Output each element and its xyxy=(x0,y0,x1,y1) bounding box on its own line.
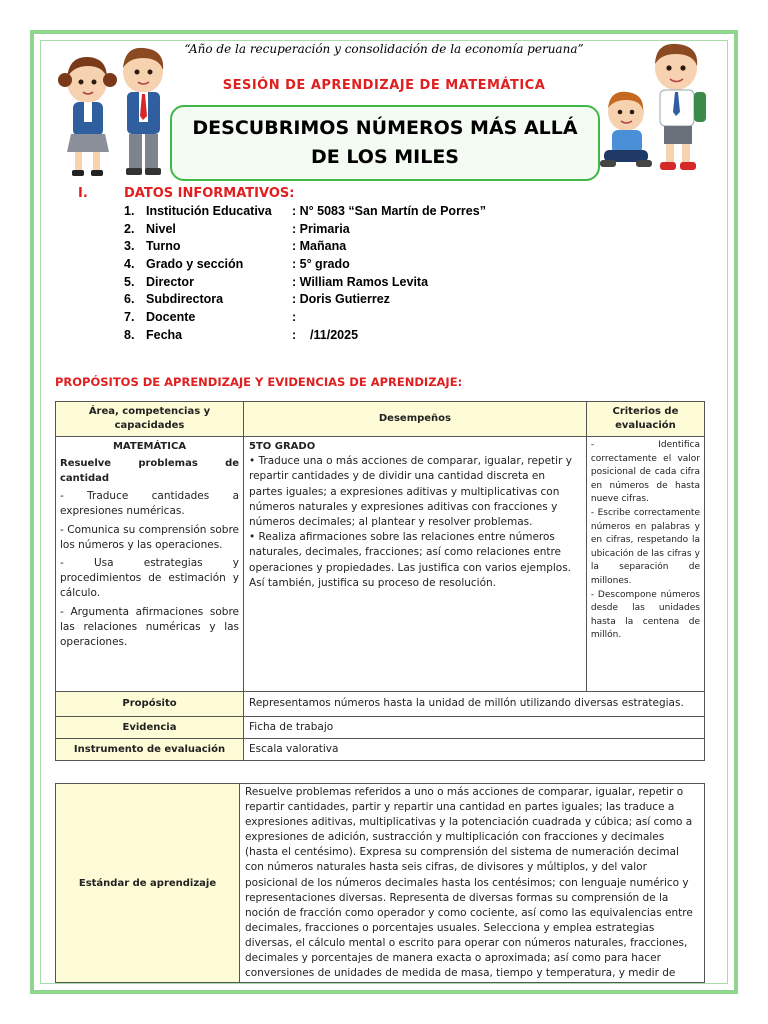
section-datos-informativos xyxy=(78,186,295,201)
info-label: Institución Educativa xyxy=(146,204,272,218)
criteria-cell xyxy=(586,437,704,692)
info-item xyxy=(124,328,486,346)
session-title-box xyxy=(170,105,600,181)
competence-title xyxy=(60,456,239,486)
area-title: MATEMÁTICA xyxy=(112,441,187,452)
standard-table xyxy=(55,783,705,983)
info-number: 8. xyxy=(124,327,135,342)
header-performances: Desempeños xyxy=(244,402,587,437)
info-number: 4. xyxy=(124,257,135,272)
performance-item: • Realiza afirmaciones sobre las relaciones entre números naturales, decimales, fracciones; así como relaciones entre operaciones y propiedades. Las justifica con varios ejemplos. Así también, justifica su proceso de resolución. xyxy=(249,531,572,589)
table-row-instrument xyxy=(56,739,705,761)
info-number: 3. xyxy=(124,239,135,254)
info-label: Turno xyxy=(146,239,181,254)
capacity-item: - Comunica su comprensión sobre los números y las operaciones. xyxy=(60,523,240,551)
header-area: Área, competencias y capacidades xyxy=(56,402,244,437)
year-motto: “Año de la recuperación y consolidación de la economía peruana” xyxy=(184,42,584,56)
info-item xyxy=(124,239,486,257)
competence-text: Resuelve problemas de cantidad xyxy=(60,458,240,485)
capacities-list xyxy=(60,489,239,650)
info-value: : William Ramos Levita xyxy=(292,274,429,289)
table-row-standard xyxy=(56,784,705,983)
performances-cell xyxy=(244,437,587,692)
instrument-value: Escala valorativa xyxy=(244,739,705,761)
purposes-table xyxy=(55,401,705,761)
info-label: Director xyxy=(146,274,194,289)
info-number: 1. xyxy=(124,204,135,218)
info-label: Fecha xyxy=(146,327,183,342)
kids-illustration-left xyxy=(55,42,180,182)
criterion-item: - Identifica correctamente el valor posicional de cada cifra en números de hasta nueve cifras. xyxy=(590,440,700,505)
evidence-label: Evidencia xyxy=(56,717,244,739)
info-item xyxy=(124,310,486,328)
info-label: Docente xyxy=(146,310,196,325)
info-value: : Primaria xyxy=(292,221,350,236)
info-number: 7. xyxy=(124,310,135,325)
info-item xyxy=(124,275,486,293)
capacity-item: - Usa estrategias y procedimientos de estimación y cálculo. xyxy=(60,557,240,600)
info-item xyxy=(124,292,486,310)
purpose-label: Propósito xyxy=(56,692,244,717)
performance-item: • Traduce una o más acciones de comparar, igualar, repetir y repartir cantidades y de dividir una cantidad discreta en partes iguales; a expresiones aditivas y multiplicativas con números naturales y expresiones aditivas con fracciones y números decimales; al plantear y resolver problemas. xyxy=(249,455,572,529)
info-value: : N° 5083 “San Martín de Porres” xyxy=(292,204,486,218)
purpose-value: Representamos números hasta la unidad de millón utilizando diversas estrategias. xyxy=(244,692,705,717)
section-number: I. xyxy=(78,186,88,201)
info-value: : Mañana xyxy=(292,239,347,254)
info-item xyxy=(124,222,486,240)
main-title-line2: DE LOS MILES xyxy=(311,146,459,168)
session-title: SESIÓN DE APRENDIZAJE DE MATEMÁTICA xyxy=(222,78,546,93)
info-value: : 5° grado xyxy=(292,257,350,272)
header-criteria: Criterios de evaluación xyxy=(586,402,704,437)
info-value: : /11/2025 xyxy=(292,327,359,342)
info-number: 5. xyxy=(124,274,135,289)
info-value: : xyxy=(292,310,297,325)
table-row-content xyxy=(56,437,705,692)
info-label: Nivel xyxy=(146,221,176,236)
instrument-label: Instrumento de evaluación xyxy=(56,739,244,761)
info-label: Subdirectora xyxy=(146,292,224,307)
purposes-heading: PROPÓSITOS DE APRENDIZAJE Y EVIDENCIAS DE APRENDIZAJE: xyxy=(55,375,463,389)
info-number: 6. xyxy=(124,292,135,307)
table-header-row xyxy=(56,402,705,437)
main-title-line1: DESCUBRIMOS NÚMEROS MÁS ALLÁ xyxy=(192,117,578,139)
kids-illustration-right xyxy=(598,40,716,178)
main-title xyxy=(185,114,585,172)
info-value: : Doris Gutierrez xyxy=(292,292,390,307)
capacity-item: - Argumenta afirmaciones sobre las relaciones numéricas y las operaciones. xyxy=(60,605,240,649)
table-row-purpose xyxy=(56,692,705,717)
criterion-item: - Escribe correctamente números en palabras y en cifras, respetando la ubicación de las cifras y la separación de millones. xyxy=(590,507,700,586)
info-item xyxy=(124,204,486,222)
grade-label: 5TO GRADO xyxy=(249,441,316,452)
evidence-value: Ficha de trabajo xyxy=(244,717,705,739)
standard-text: Resuelve problemas referidos a uno o más acciones de comparar, igualar, repetir o repartir cantidades, partir y repartir una cantidad en partes iguales; las traduce a expresiones aditivas, multiplicativas y la potenciación cuadrada y cúbica; así como a expresiones de adición, sustracción y multiplicación con fracciones y decimales (hasta el centésimo). Expresa su comprensión del sistema de numeración decimal con números naturales hasta seis cifras, de divisores y múltiplos, y del valor posicional de los números decimales hasta los centésimos; con lenguaje numérico y representaciones diversas. Representa de diversas formas su comprensión de la noción de fracción como operador y como cociente, así como las equivalencias entre decimales, fracciones o porcentajes usuales. Selecciona y emplea estrategias diversas, el cálculo mental o escrito para operar con números naturales, fracciones, decimales y porcentajes de manera exacta o aproximada; así como para hacer conversiones de unidades de medida de masa, tiempo y temperatura, y medir de xyxy=(240,784,705,983)
info-item xyxy=(124,257,486,275)
info-number: 2. xyxy=(124,221,135,236)
standard-label: Estándar de aprendizaje xyxy=(56,784,240,983)
section-label: DATOS INFORMATIVOS: xyxy=(124,186,295,201)
criterion-item: - Descompone números desde las unidades hasta la centena de millón. xyxy=(590,589,700,641)
area-cell xyxy=(56,437,244,692)
info-label: Grado y sección xyxy=(146,257,244,272)
table-row-evidence xyxy=(56,717,705,739)
capacity-item: - Traduce cantidades a expresiones numéricas. xyxy=(60,490,240,518)
info-list xyxy=(124,204,486,346)
